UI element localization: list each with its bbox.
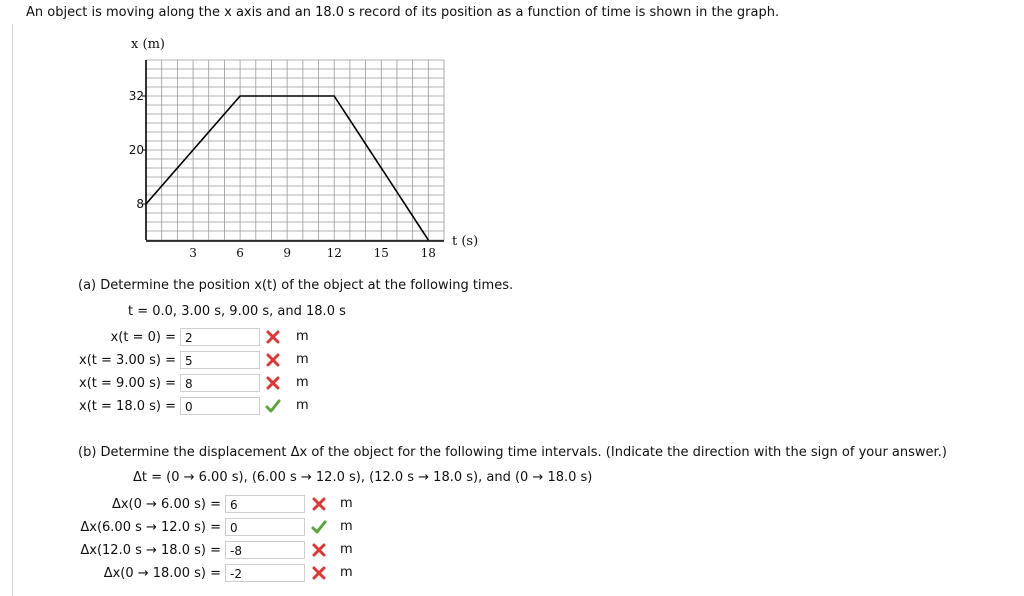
part-b-answer-label: Δx(6.00 s → 12.0 s) = [80,519,221,535]
part-a-unit-label: m [296,329,309,344]
part-a-answer-input[interactable]: 8 [180,374,260,392]
part-b-answer-row [78,540,305,560]
labels [129,37,478,260]
part-b-answer-input[interactable]: -2 [225,564,305,582]
checkmark-icon [311,519,327,535]
y-axis-label: x (m) [131,37,165,52]
part-b-answer-label: Δx(0 → 6.00 s) = [111,496,221,512]
part-b-question: (b) Determine the displacement Δx of the object for the following time intervals. (Indicate the direction with the sign of your answer.) [78,445,947,460]
part-b-answer-input[interactable]: 6 [225,495,305,513]
part-a-given: t = 0.0, 3.00 s, 9.00 s, and 18.0 s [128,304,346,319]
part-b-answer-input[interactable]: 0 [225,518,305,536]
x-axis-label: t (s) [452,234,479,249]
cross-icon [311,565,327,581]
part-b-answer-row [78,517,305,537]
cross-icon [265,375,281,391]
grid [146,60,444,240]
y-tick-label: 8 [136,197,144,211]
part-a-answer-input[interactable]: 2 [180,328,260,346]
part-a-answer-input[interactable]: 0 [180,397,260,415]
cross-icon [311,496,327,512]
part-a-unit-label: m [296,375,309,390]
problem-intro: An object is moving along the x axis and an 18.0 s record of its position as a function of time is shown in the graph. [26,5,780,20]
part-a-unit-label: m [296,352,309,367]
part-a-answer-row [78,327,260,347]
y-tick-label: 32 [128,89,144,103]
part-b-unit-label: m [340,542,353,557]
part-a-answer-label: x(t = 9.00 s) = [79,375,176,391]
x-tick-label: 18 [420,246,436,260]
part-a-answer-label: x(t = 0) = [110,329,176,345]
part-a-question: (a) Determine the position x(t) of the object at the following times. [78,278,514,293]
x-tick-label: 12 [326,246,342,260]
x-tick-label: 3 [189,246,197,260]
x-tick-label: 9 [283,246,291,260]
x-tick-label: 15 [373,246,389,260]
part-a-answer-input[interactable]: 5 [180,351,260,369]
y-tick-label: 20 [128,143,144,157]
part-b-answer-label: Δx(0 → 18.00 s) = [103,565,221,581]
part-a-answer-row [78,350,260,370]
part-a-answer-label: x(t = 3.00 s) = [79,352,176,368]
part-b-answer-input[interactable]: -8 [225,541,305,559]
part-a-unit-label: m [296,398,309,413]
part-b-answer-row [78,494,305,514]
cross-icon [265,329,281,345]
part-b-unit-label: m [340,519,353,534]
part-a-answer-label: x(t = 18.0 s) = [79,398,176,414]
part-b-given: Δt = (0 → 6.00 s), (6.00 s → 12.0 s), (12.0 s → 18.0 s), and (0 → 18.0 s) [133,470,593,485]
part-a-answer-row [78,373,260,393]
part-b-unit-label: m [340,496,353,511]
part-a-answer-row [78,396,260,416]
part-b-unit-label: m [340,565,353,580]
checkmark-icon [265,398,281,414]
x-tick-label: 6 [236,246,244,260]
part-b-answer-label: Δx(12.0 s → 18.0 s) = [80,542,221,558]
cross-icon [311,542,327,558]
cross-icon [265,352,281,368]
part-b-answer-row [78,563,305,583]
